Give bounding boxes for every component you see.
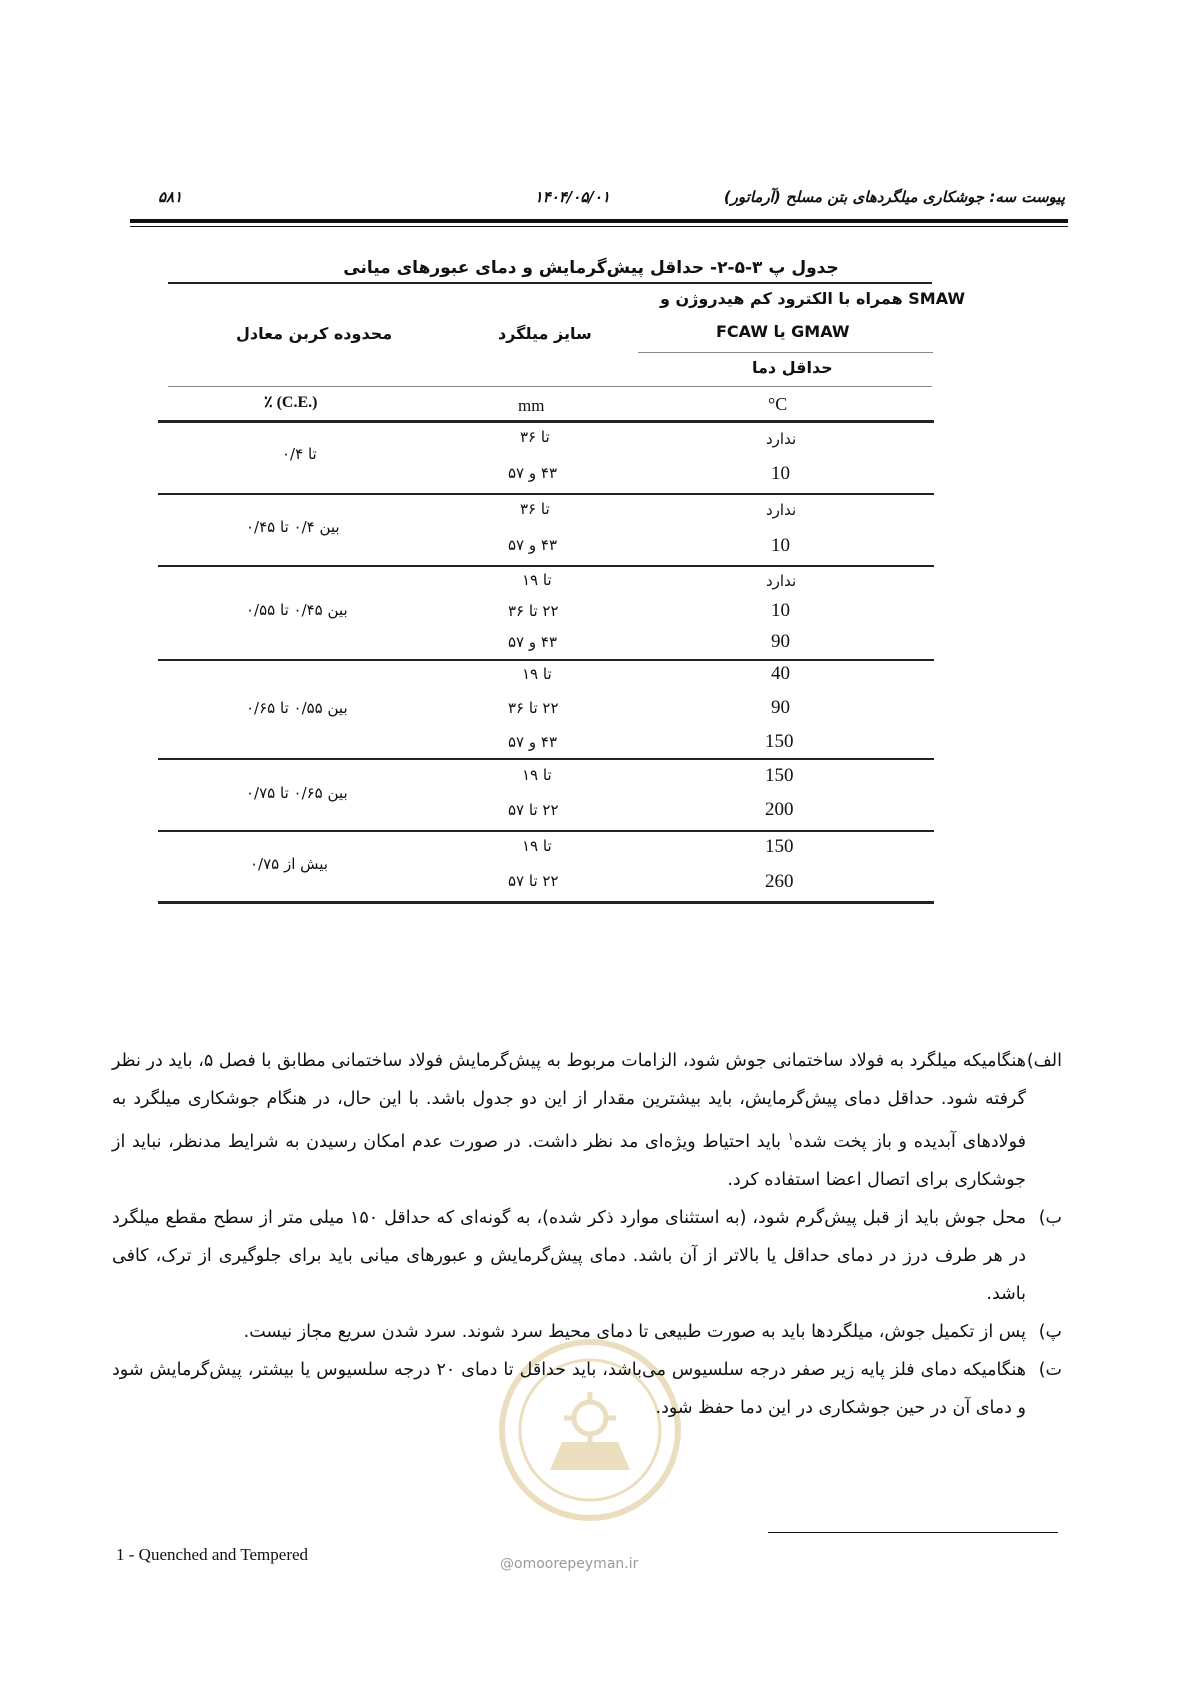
ce-range: بیش از ۰/۷۵ — [250, 855, 329, 873]
paragraph-text: محل جوش باید از قبل پیش‌گرم شود، (به استثنای موارد ذکر شده)، به گونه‌ای که حداقل ۱۵۰ میلی متر از سطح مقطع میلگرد در هر طرف درز در دمای حداقل یا بالاتر از آن باشد. دمای پیش‌گرمایش و عبورهای میانی باید برای جلوگیری از ترک، کافی باشد. — [112, 1207, 1026, 1304]
min-temp: 150 — [765, 836, 794, 857]
group-rule — [158, 758, 934, 760]
unit-carbon-equivalent: ٪ (C.E.) — [264, 394, 318, 411]
body-text — [112, 1042, 1062, 1427]
ce-range: بین ۰/۶۵ تا ۰/۷۵ — [246, 784, 348, 802]
ce-range: بین ۰/۵۵ تا ۰/۶۵ — [246, 699, 348, 717]
ce-range: بین ۰/۴ تا ۰/۴۵ — [246, 518, 340, 536]
footnote-marker: ۱ — [787, 1130, 794, 1143]
bar-size: ۲۲ تا ۳۶ — [508, 602, 559, 620]
min-temp: 150 — [765, 731, 794, 752]
bar-size: ۲۲ تا ۵۷ — [508, 872, 559, 890]
bar-size: تا ۱۹ — [522, 837, 552, 855]
header-rule-thin — [130, 226, 1068, 227]
item-label: ب) — [1038, 1207, 1062, 1228]
min-temp: 10 — [771, 600, 790, 621]
header-rule — [130, 219, 1068, 223]
bar-size: ۴۳ و ۵۷ — [508, 633, 558, 651]
watermark-site: @omoorepeyman.ir — [500, 1556, 639, 1572]
paragraph-text-cont: باید احتیاط ویژه‌ای مد نظر داشت. در صورت عدم امکان رسیدن به شرایط مدنظر، نباید از جوشکاری برای اتصال اعضا استفاده کرد. — [112, 1131, 1026, 1190]
ce-range: بین ۰/۴۵ تا ۰/۵۵ — [246, 601, 348, 619]
table-bottom-rule — [158, 901, 934, 904]
unit-size: mm — [518, 396, 545, 415]
paragraph-pe — [112, 1313, 1062, 1351]
min-temp: 260 — [765, 871, 794, 892]
bar-size: تا ۱۹ — [522, 665, 552, 683]
group-rule — [158, 493, 934, 495]
table-top-rule — [168, 282, 932, 284]
bar-size: تا ۳۶ — [520, 500, 550, 518]
header-subrule — [638, 352, 933, 353]
paragraph-be — [112, 1199, 1062, 1313]
bar-size: تا ۱۹ — [522, 571, 552, 589]
bar-size: تا ۳۶ — [520, 428, 550, 446]
item-label: پ) — [1038, 1321, 1062, 1342]
header-bar-size: سایز میلگرد — [498, 324, 592, 343]
header-title: پیوست سه: جوشکاری میلگردهای بتن مسلح (آرماتور) — [723, 188, 1065, 206]
group-rule — [158, 830, 934, 832]
group-rule — [158, 659, 934, 661]
min-temp: 40 — [771, 663, 790, 684]
min-temp: 10 — [771, 463, 790, 484]
header-date: ۱۴۰۴/۰۵/۰۱ — [534, 188, 610, 206]
paragraph-text: هنگامیکه دمای فلز پایه زیر صفر درجه سلسیوس می‌باشد، باید حداقل تا دمای ۲۰ درجه سلسیوس یا بیشتر، پیش‌گرمایش شود و دمای آن در حین جوشکاری در این دما حفظ شود. — [112, 1359, 1026, 1418]
min-temp: ندارد — [766, 501, 797, 519]
header-process-line1: SMAW همراه با الکترود کم هیدروژن و — [660, 289, 966, 308]
item-label: ت) — [1038, 1359, 1062, 1380]
bar-size: تا ۱۹ — [522, 766, 552, 784]
header-min-temp: حداقل دما — [752, 358, 833, 377]
paragraph-te — [112, 1351, 1062, 1427]
table-caption: جدول پ ۳-۵-۲- حداقل پیش‌گرمایش و دمای عبورهای میانی — [343, 258, 839, 278]
item-label: الف) — [1026, 1051, 1062, 1071]
ce-range: تا ۰/۴ — [282, 445, 317, 463]
min-temp: 150 — [765, 765, 794, 786]
group-rule — [158, 565, 934, 567]
footnote: 1 - Quenched and Tempered — [116, 1545, 309, 1564]
paragraph-text: هنگامیکه میلگرد به فولاد ساختمانی جوش شود، الزامات مربوط به پیش‌گرمایش فولاد ساختمانی مطابق با فصل ۵، باید در نظر گرفته شود. حداقل دمای پیش‌گرمایش، باید بیشترین مقدار از این دو جدول باشد. با این حال، در هنگام جوشکاری میلگرد به فولادهای آبدیده و باز پخت شده — [112, 1051, 1026, 1152]
footnote-rule — [768, 1532, 1058, 1533]
min-temp: 10 — [771, 535, 790, 556]
bar-size: ۲۲ تا ۵۷ — [508, 801, 559, 819]
bar-size: ۲۲ تا ۳۶ — [508, 699, 559, 717]
header-process-line2: GMAW یا FCAW — [716, 322, 850, 341]
min-temp: ندارد — [766, 430, 797, 448]
min-temp: 200 — [765, 799, 794, 820]
min-temp: 90 — [771, 697, 790, 718]
header-carbon-equivalent: محدوده کربن معادل — [236, 324, 393, 343]
header-bottom-rule — [158, 420, 934, 423]
bar-size: ۴۳ و ۵۷ — [508, 536, 558, 554]
bar-size: ۴۳ و ۵۷ — [508, 464, 558, 482]
min-temp: ندارد — [766, 572, 797, 590]
header-rule-units — [168, 386, 932, 387]
running-header — [130, 188, 1065, 214]
paragraph-text: پس از تکمیل جوش، میلگردها باید به صورت طبیعی تا دمای محیط سرد شوند. سرد شدن سریع مجاز نیست. — [243, 1321, 1026, 1342]
unit-temperature: °C — [768, 394, 788, 414]
min-temp: 90 — [771, 631, 790, 652]
paragraph-alef — [112, 1042, 1062, 1199]
bar-size: ۴۳ و ۵۷ — [508, 733, 558, 751]
page-number: ۵۸۱ — [158, 188, 183, 206]
